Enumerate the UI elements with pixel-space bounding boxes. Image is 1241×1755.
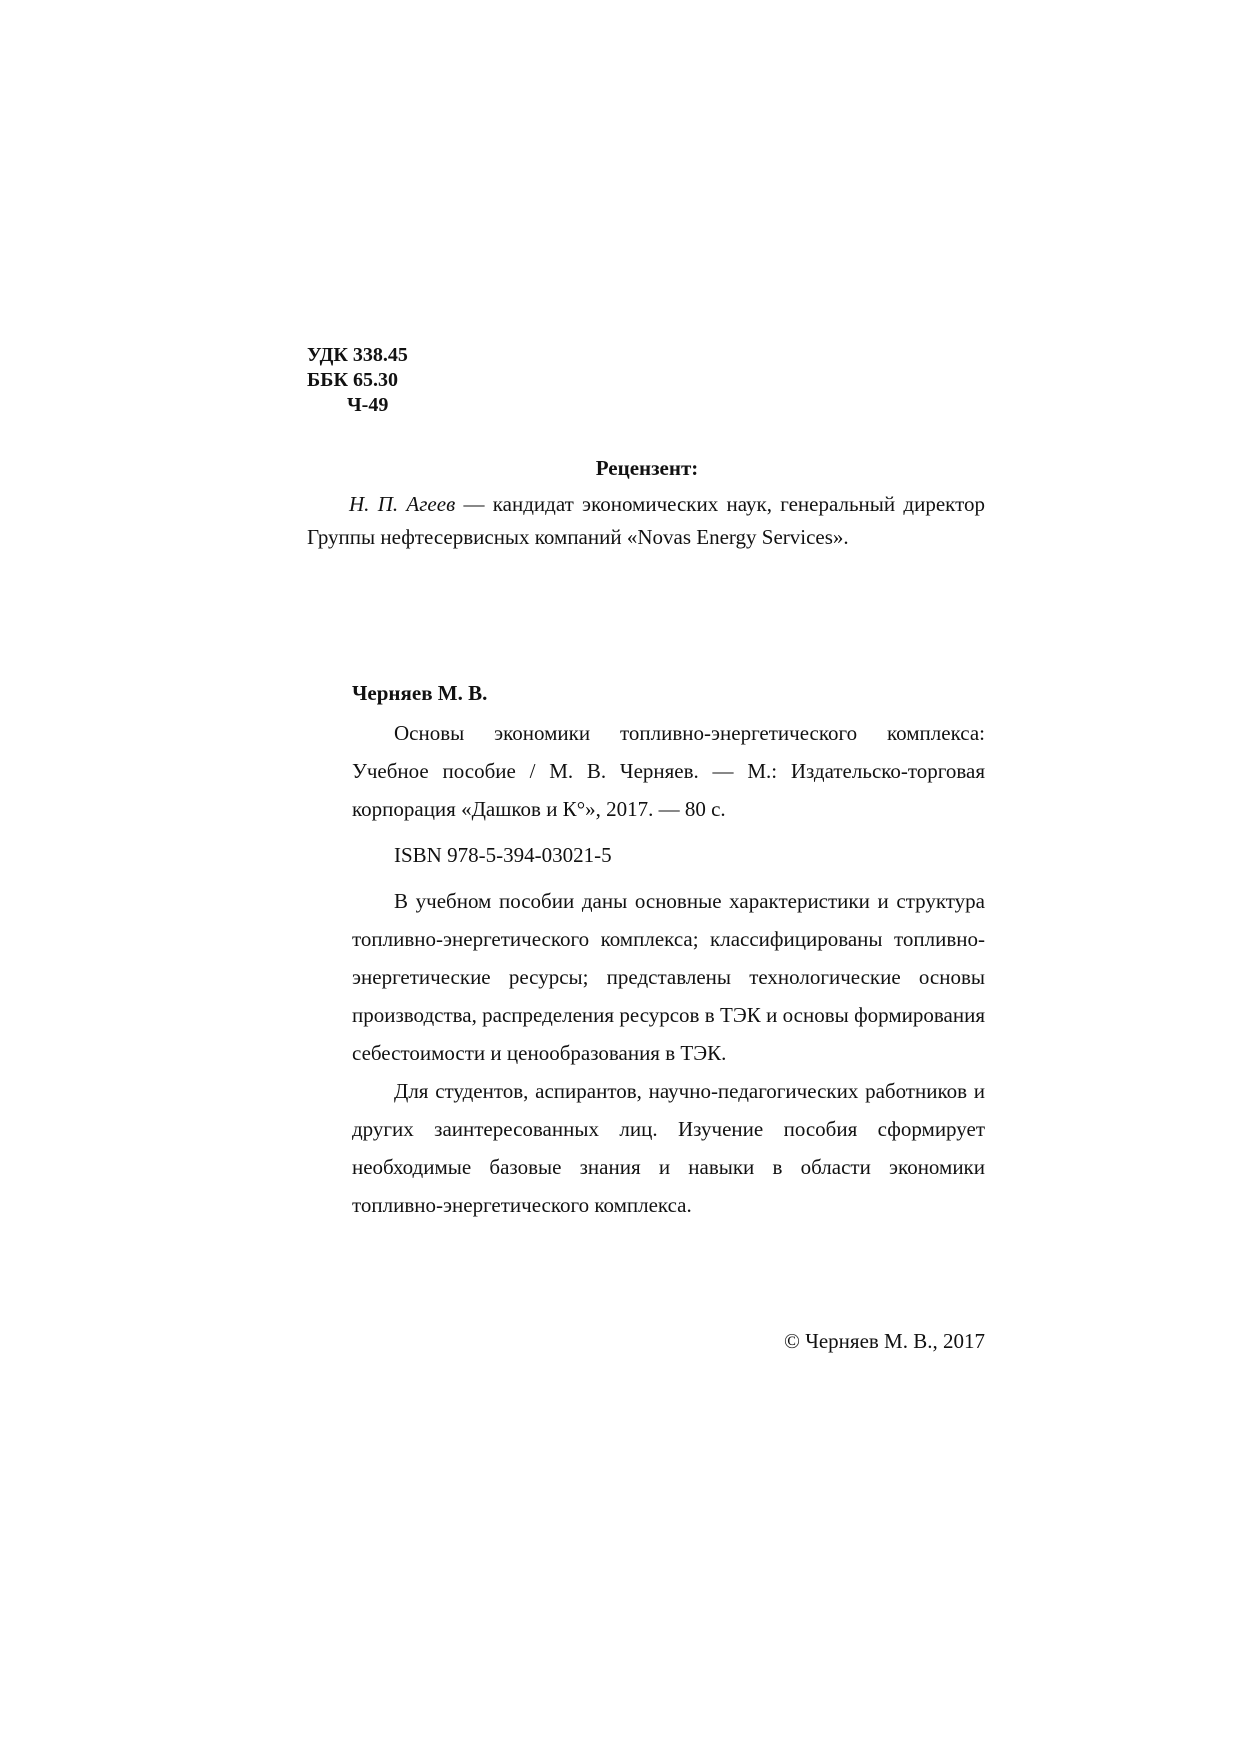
udk-code: УДК 338.45 (307, 344, 408, 366)
bbk-code: ББК 65.30 (307, 369, 398, 391)
reviewer-heading: Рецензент: (595, 456, 699, 480)
author-mark: Ч-49 (347, 394, 389, 416)
annotation-paragraph-1: В учебном пособии даны основные характеристики и структура топливно-энергетического комплекса; классифицированы топливно-энергетические ресурсы; представлены технологические основы производства, распределения ресурсов в ТЭК и основы формирования себестоимости и ценообразования в ТЭК. (352, 889, 985, 1065)
annotation-paragraph-2: Для студентов, аспирантов, научно-педагогических работников и других заинтересованных лиц. Изучение пособия сформирует необходимые базовые знания и навыки в области экономики топливно-энергетического комплекса. (352, 1079, 985, 1217)
reviewer-name: Н. П. Агеев (349, 492, 456, 516)
isbn: ISBN 978-5-394-03021-5 (394, 843, 612, 867)
book-author: Черняев М. В. (352, 681, 488, 705)
reviewer-credentials: — кандидат экономических наук, генеральный директор Группы нефтесервисных компаний «Novas Energy Services». (307, 492, 985, 549)
bibliographic-record (352, 678, 985, 1224)
reviewer-section (307, 455, 985, 554)
copyright-notice: © Черняев М. В., 2017 (784, 1329, 985, 1353)
book-description: Основы экономики топливно-энергетического комплекса: Учебное пособие / М. В. Черняев. — М.: Издательско-торговая корпорация «Дашков и К°», 2017. — 80 с. (352, 721, 985, 821)
classification-codes (307, 343, 408, 418)
reviewer-description (307, 488, 985, 554)
